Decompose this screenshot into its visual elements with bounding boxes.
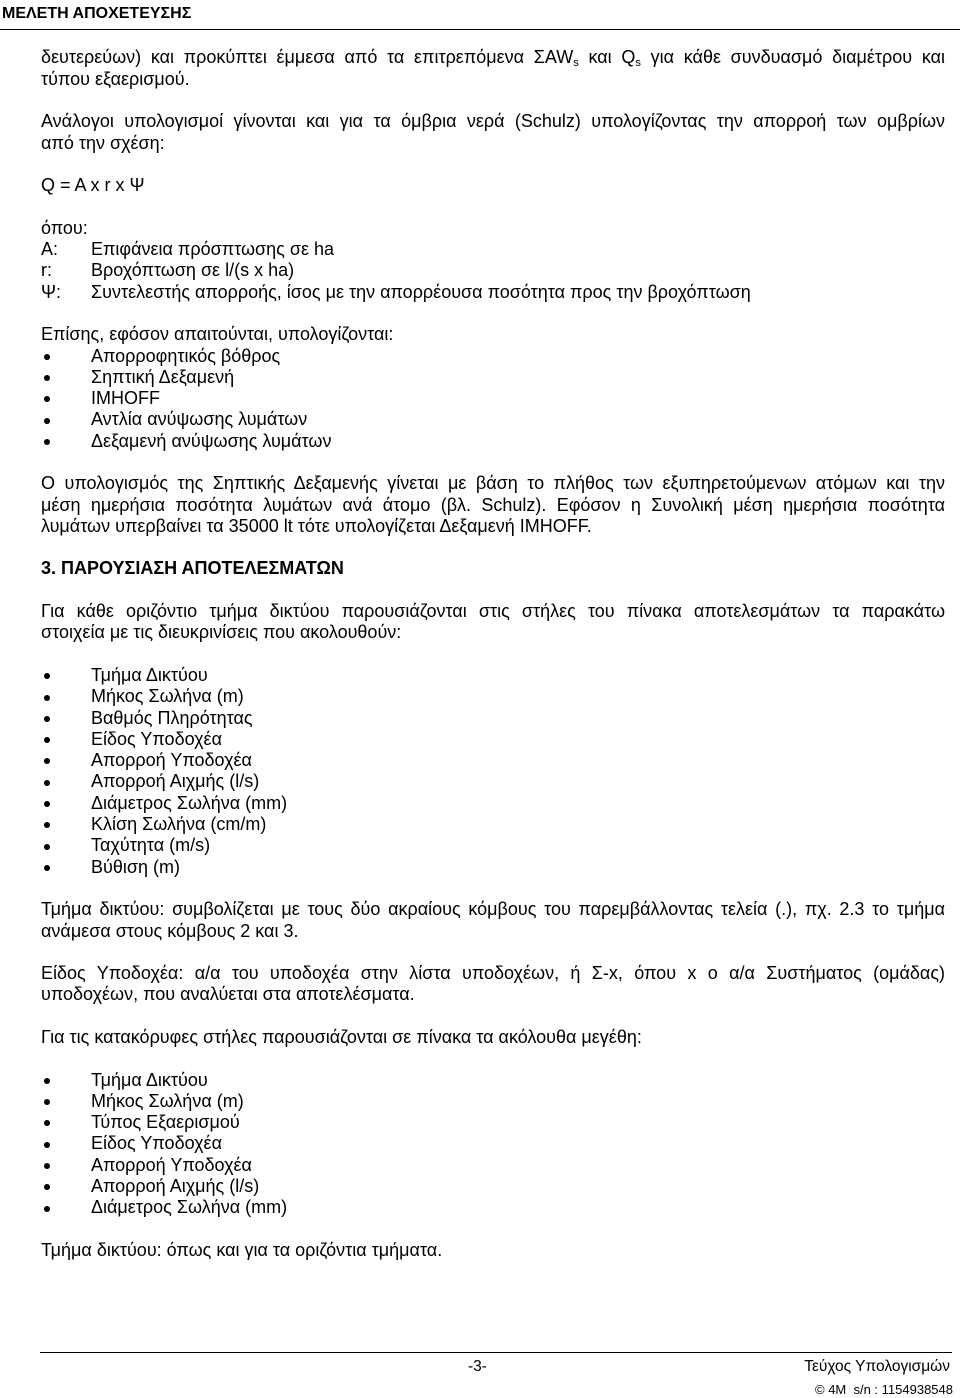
list-item [41,686,945,707]
septic-paragraph [41,473,945,537]
definition-symbol: r: [41,260,52,281]
list-item [41,367,945,388]
list-item [41,1070,945,1091]
bullet-icon [44,716,50,722]
bullet-icon [44,673,50,679]
bullet-icon [44,1120,50,1126]
list-item-label: Απορροφητικός βόθρος [91,345,281,366]
list-item-label: Απορροή Υποδοχέα [91,750,252,771]
horizontal-paragraph [41,601,945,644]
list-item-label: Τμήμα Δικτύου [91,664,208,685]
bullet-icon [44,695,50,701]
list-item-label: Βαθμός Πληρότητας [91,707,253,728]
intro-text: και Q [578,47,636,68]
list-item [41,771,945,792]
section-heading: 3. ΠΑΡΟΥΣΙΑΣΗ ΑΠΟΤΕΛΕΣΜΑΤΩΝ [41,558,344,579]
list-item [41,1133,945,1154]
where-label: όπου: [41,217,88,238]
bullet-icon [44,375,50,381]
paragraph-line: Τμήμα δικτύου: συμβολίζεται με τους δύο ακραίους κόμβους του παρεμβάλλοντας τελεία (.), πχ. 2.3 το τμήμα [41,899,945,920]
list-item [41,1197,945,1218]
paragraph-line: λυμάτων υπερβαίνει τα 35000 lt τότε υπολογίζεται Δεξαμενή IMHOFF. [41,515,592,536]
segment-note [41,899,945,942]
paragraph-line: μέση ημερήσια ποσότητα λυμάτων ανά άτομο (βλ. Schulz). Εφόσον η Συνολική μέση ημερήσια ποσότητα [41,494,945,515]
list-intro: Επίσης, εφόσον απαιτούνται, υπολογίζονται: [41,324,394,345]
list-item-label: Απορροή Υποδοχέα [91,1154,252,1175]
list-item [41,388,945,409]
vertical-intro-block [41,1027,945,1048]
copyright-serial: © 4M s/n : 1154938548 [815,1382,953,1397]
list-item [41,1112,945,1133]
list-item-label: Τμήμα Δικτύου [91,1069,208,1090]
list-item-label: Είδος Υποδοχέα [91,1133,222,1154]
definition-symbol: A: [41,239,59,260]
formula-block [41,175,945,196]
list-item [41,1155,945,1176]
list-item-label: Απορροή Αιχμής (l/s) [91,771,260,792]
list-item-label: Τύπος Εξαερισμού [91,1112,240,1133]
vertical-note [41,1240,945,1261]
definition-text: Επιφάνεια πρόσπτωσης σε ha [91,239,334,260]
list-item-label: Σηπτική Δεξαμενή [91,366,235,387]
intro-paragraph [41,47,945,90]
list-item [41,431,945,452]
paragraph-line: Για κάθε οριζόντιο τμήμα δικτύου παρουσιάζονται στις στήλες του πίνακα αποτελεσμάτων τα παρακάτω [41,601,945,622]
footer-section-title: Τεύχος Υπολογισμών [804,1358,950,1375]
list-item-label: Μήκος Σωλήνα (m) [91,686,244,707]
bullet-icon [44,737,50,743]
bullet-icon [44,822,50,828]
document-body [41,47,945,1261]
paragraph-line: από την σχέση: [41,132,165,153]
list-item [41,665,945,686]
list-item [41,346,945,367]
bullet-icon [44,1142,50,1148]
paragraph-line: ανάμεσα στους κόμβους 2 και 3. [41,920,299,941]
list-item [41,857,945,878]
paragraph-line: Ο υπολογισμός της Σηπτικής Δεξαμενής γίνεται με βάση το πλήθος των εξυπηρετούμενων ατόμων και την [41,473,945,494]
vertical-columns-list [41,1070,945,1219]
bullet-icon [44,418,50,424]
list-item [41,729,945,750]
horizontal-columns-list [41,665,945,878]
paragraph-line: Για τις κατακόρυφες στήλες παρουσιάζονται σε πίνακα τα ακόλουθα μεγέθη: [41,1027,642,1047]
receiver-note [41,963,945,1006]
list-item-label: Μήκος Σωλήνα (m) [91,1090,244,1111]
list-item [41,1091,945,1112]
intro-text: δευτερεύων) και προκύπτει έμμεσα από τα επιτρεπόμενα ΣAW [41,47,574,68]
list-item [41,708,945,729]
list-item-label: Δεξαμενή ανύψωσης λυμάτων [91,430,332,451]
bullet-icon [44,1163,50,1169]
subscript: s [635,57,641,70]
bullet-icon [44,758,50,764]
definition-text: Βροχόπτωση σε l/(s x ha) [91,260,295,281]
list-item-label: Ταχύτητα (m/s) [91,835,211,856]
section-heading-block [41,558,945,579]
bullet-icon [44,1184,50,1190]
paragraph-line: Είδος Υποδοχέα: α/α του υποδοχέα στην λίστα υποδοχέων, ή Σ-x, όπου x ο α/α Συστήματος (ομάδας) [41,963,945,984]
definition-symbol: Ψ: [41,281,62,302]
bullet-icon [44,801,50,807]
bullet-icon [44,1078,50,1084]
list-item-label: Είδος Υποδοχέα [91,728,222,749]
page-header [0,0,960,30]
bullet-icon [44,780,50,786]
definitions-block [41,218,945,303]
bullet-icon [44,439,50,445]
bullet-icon [44,1206,50,1212]
formula: Q = A x r x Ψ [41,175,145,196]
document-title: ΜΕΛΕΤΗ ΑΠΟΧΕΤΕΥΣΗΣ [2,5,192,22]
definition-text: Συντελεστής απορροής, ίσος με την απορρέουσα ποσότητα προς την βροχόπτωση [91,281,751,302]
paragraph-line: στοιχεία με τις διευκρινίσεις που ακολουθούν: [41,622,402,643]
list-item-label: Βύθιση (m) [91,856,180,877]
intro-text: για κάθε συνδυασμό διαμέτρου και [640,47,946,68]
paragraph-line: υποδοχέων, που αναλύεται στα αποτελέσματα. [41,984,415,1005]
paragraph-line: Τμήμα δικτύου: όπως και για τα οριζόντια τμήματα. [41,1239,443,1260]
list-item-label: IMHOFF [91,388,160,409]
list-item [41,750,945,771]
definition-row [41,239,945,260]
definition-row [41,282,945,303]
list-item [41,409,945,430]
page-number: -3- [468,1358,487,1375]
list-item-label: Αντλία ανύψωσης λυμάτων [91,409,308,430]
list-item [41,835,945,856]
intro-line [41,47,945,68]
paragraph-line: Ανάλογοι υπολογισμοί γίνονται και για τα όμβρια νερά (Schulz) υπολογίζοντας την απορροή των ομβρίων [41,111,945,132]
additional-calculations [41,324,945,452]
bullet-icon [44,1099,50,1105]
list-item [41,814,945,835]
stormwater-paragraph [41,111,945,154]
list-item-label: Κλίση Σωλήνα (cm/m) [91,814,267,835]
bullet-icon [44,865,50,871]
bullet-icon [44,396,50,402]
bullet-icon [44,844,50,850]
list-item [41,793,945,814]
list-item-label: Διάμετρος Σωλήνα (mm) [91,1197,288,1218]
list-item-label: Διάμετρος Σωλήνα (mm) [91,792,288,813]
definition-row [41,260,945,281]
intro-line: τύπου εξαερισμού. [41,68,190,89]
footer-divider [40,1352,952,1353]
list-item [41,1176,945,1197]
bullet-icon [44,354,50,360]
list-item-label: Απορροή Αιχμής (l/s) [91,1176,260,1197]
subscript: s [573,57,579,70]
